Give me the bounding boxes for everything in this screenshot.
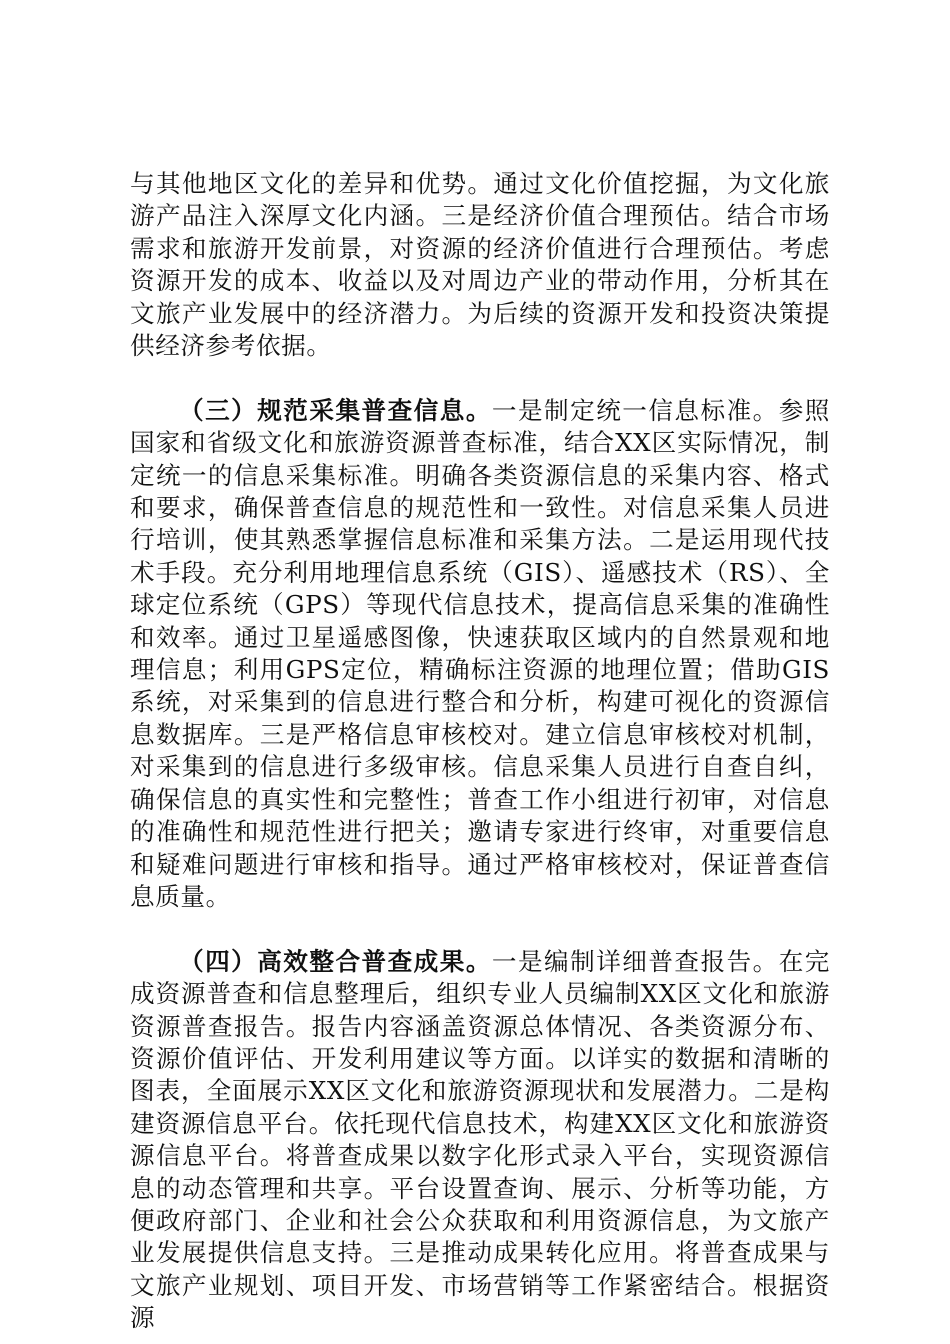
paragraph-body: 一是制定统一信息标准。参照国家和省级文化和旅游资源普查标准，结合XX区实际情况，制定统一的信息采集标准。明确各类资源信息的采集内容、格式和要求，确保普查信息的规范性和一致性。对信息采集人员进行培训，使其熟悉掌握信息标准和采集方法。二是运用现代技术手段。充分利用地理信息系统（GIS）、遥感技术（RS）、全球定位系统（GPS）等现代信息技术，提高信息采集的准确性和效率。通过卫星遥感图像，快速获取区域内的自然景观和地理信息；利用GPS定位，精确标注资源的地理位置；借助GIS系统，对采集到的信息进行整合和分析，构建可视化的资源信息数据库。三是严格信息审核校对。建立信息审核校对机制，对采集到的信息进行多级审核。信息采集人员进行自查自纠，确保信息的真实性和完整性；普查工作小组进行初审，对信息的准确性和规范性进行把关；邀请专家进行终审，对重要信息和疑难问题进行审核和指导。通过严格审核校对，保证普查信息质量。 [130, 395, 830, 911]
paragraph-section-3 [130, 395, 830, 914]
paragraph-body: 一是编制详细普查报告。在完成资源普查和信息整理后，组织专业人员编制XX区文化和旅游资源普查报告。报告内容涵盖资源总体情况、各类资源分布、资源价值评估、开发利用建议等方面。以详实的数据和清晰的图表，全面展示XX区文化和旅游资源现状和发展潜力。二是构建资源信息平台。依托现代信息技术，构建XX区文化和旅游资源信息平台。将普查成果以数字化形式录入平台，实现资源信息的动态管理和共享。平台设置查询、展示、分析等功能，方便政府部门、企业和社会公众获取和利用资源信息，为文旅产业发展提供信息支持。三是推动成果转化应用。将普查成果与文旅产业规划、项目开发、市场营销等工作紧密结合。根据资源 [130, 946, 830, 1333]
section-heading: （三）规范采集普查信息。 [179, 395, 492, 425]
paragraph-section-4 [130, 946, 830, 1335]
paragraph-continued [130, 168, 830, 362]
paragraph-body: 与其他地区文化的差异和优势。通过文化价值挖掘，为文化旅游产品注入深厚文化内涵。三是经济价值合理预估。结合市场需求和旅游开发前景，对资源的经济价值进行合理预估。考虑资源开发的成本、收益以及对周边产业的带动作用，分析其在文旅产业发展中的经济潜力。为后续的资源开发和投资决策提供经济参考依据。 [130, 169, 830, 361]
document-page [130, 168, 830, 1335]
section-heading: （四）高效整合普查成果。 [179, 946, 492, 976]
